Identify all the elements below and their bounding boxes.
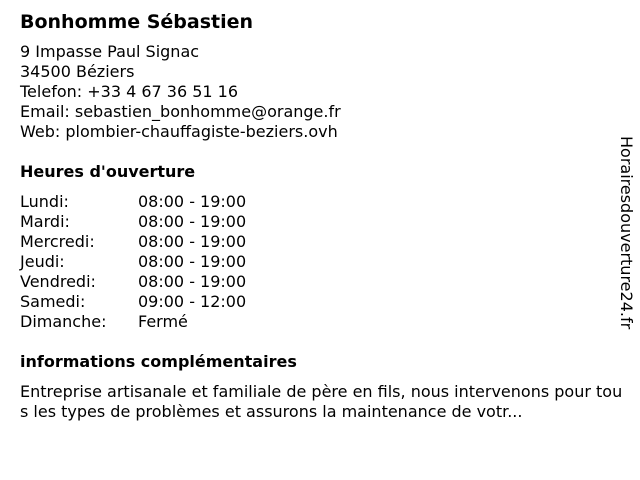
day-label: Vendredi: <box>20 272 96 291</box>
phone-line: Telefon: +33 4 67 36 51 16 <box>20 82 239 101</box>
watermark-text: Horairesdouverture24.fr <box>617 136 636 330</box>
day-label: Samedi: <box>20 292 86 311</box>
web-line: Web: plombier-chauffagiste-beziers.ovh <box>20 122 338 141</box>
hours-row <box>20 312 246 332</box>
hours-row <box>20 252 246 272</box>
hours-row <box>20 232 246 252</box>
business-card <box>20 10 623 422</box>
hours-row <box>20 192 246 212</box>
day-hours: Fermé <box>138 312 188 331</box>
day-label: Lundi: <box>20 192 69 211</box>
hours-row <box>20 272 246 292</box>
day-hours: 09:00 - 12:00 <box>138 292 247 311</box>
day-hours: 08:00 - 19:00 <box>138 272 247 291</box>
hours-title: Heures d'ouverture <box>20 162 196 181</box>
hours-table <box>20 192 246 332</box>
info-title: informations complémentaires <box>20 352 297 371</box>
email-line: Email: sebastien_bonhomme@orange.fr <box>20 102 341 121</box>
address-line-2: 34500 Béziers <box>20 62 135 81</box>
day-label: Mardi: <box>20 212 70 231</box>
day-hours: 08:00 - 19:00 <box>138 252 247 271</box>
address-line-1: 9 Impasse Paul Signac <box>20 42 200 61</box>
day-hours: 08:00 - 19:00 <box>138 192 247 211</box>
day-label: Mercredi: <box>20 232 95 251</box>
day-hours: 08:00 - 19:00 <box>138 232 247 251</box>
day-label: Jeudi: <box>20 252 65 271</box>
business-name: Bonhomme Sébastien <box>20 11 254 33</box>
hours-row <box>20 292 246 312</box>
day-hours: 08:00 - 19:00 <box>138 212 247 231</box>
day-label: Dimanche: <box>20 312 107 331</box>
info-description: Entreprise artisanale et familiale de père en fils, nous intervenons pour tous les types de problèmes et assurons la maintenance de votr... <box>20 382 623 421</box>
hours-row <box>20 212 246 232</box>
